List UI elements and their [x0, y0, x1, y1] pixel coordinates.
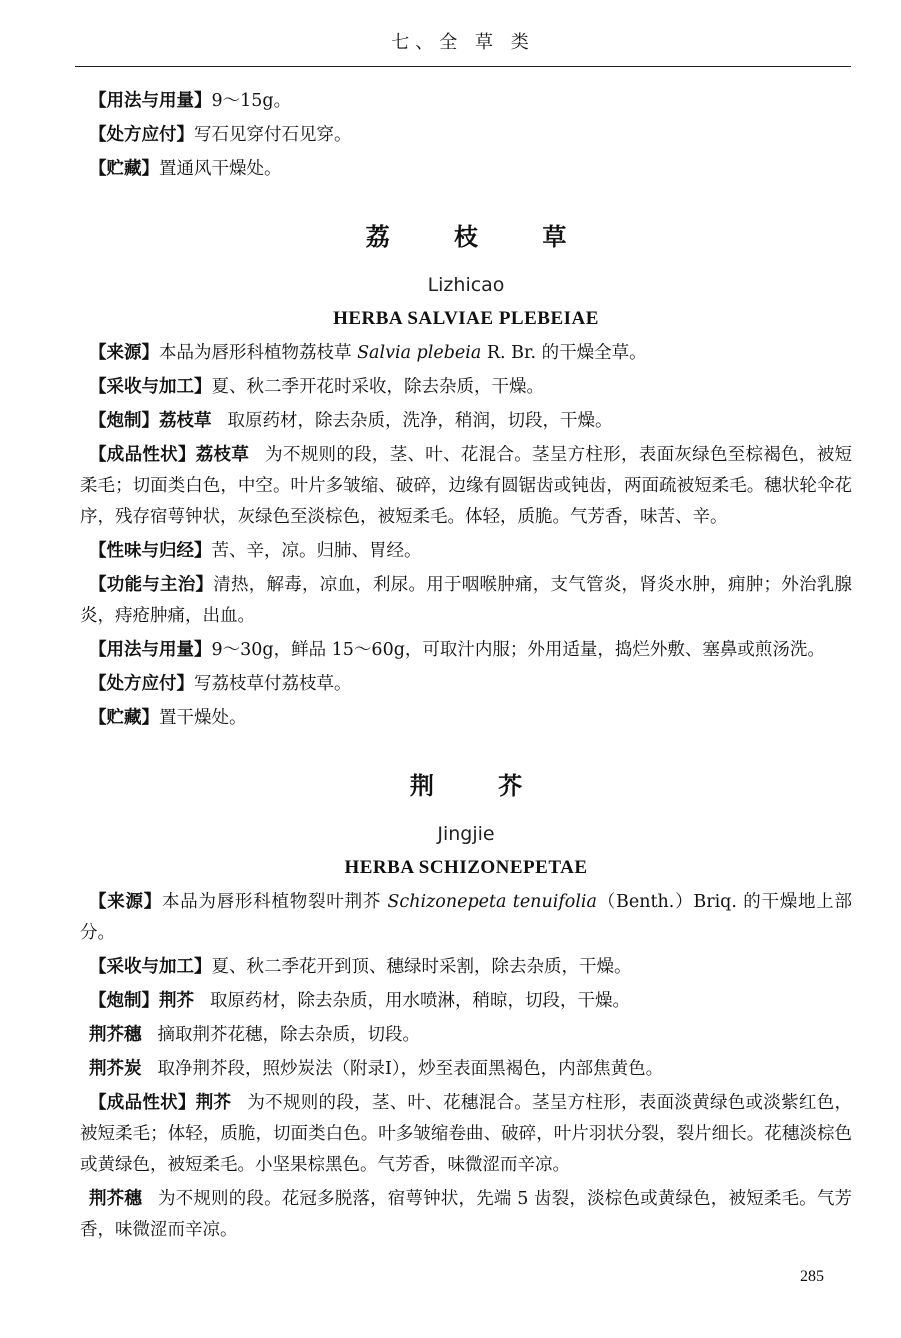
sublabel-spike: 荆芥穗	[89, 1025, 142, 1045]
text-process: 取原药材，除去杂质，洗净，稍润，切段，干燥。	[227, 411, 613, 431]
page-number: 285	[800, 1268, 824, 1285]
paragraph-harvest	[80, 952, 852, 983]
label-traits: 【成品性状】	[89, 1093, 196, 1113]
label-rx: 【处方应付】	[89, 674, 194, 694]
sublabel-charcoal: 荆芥炭	[89, 1059, 142, 1079]
paragraph-traits	[80, 440, 852, 533]
label-source: 【来源】	[89, 892, 163, 912]
paragraph-function	[80, 570, 852, 632]
paragraph-storage-prev	[80, 154, 852, 185]
paragraph-traits-spike	[80, 1184, 852, 1246]
herb-title-jingjie: 荆 芥	[409, 772, 551, 800]
sublabel-traits-spike: 荆芥穗	[89, 1189, 143, 1209]
herb-latin-jingjie: HERBA SCHIZONEPETAE	[344, 857, 588, 878]
text-storage: 置通风干燥处。	[159, 159, 282, 179]
text-traits: 为不规则的段，茎、叶、花混合。茎呈方柱形，表面灰绿色至棕褐色，被短柔毛；切面类白色，中空。叶片多皱缩、破碎，边缘有圆锯齿或钝齿，两面疏被短柔毛。穗状轮伞花序，残存宿萼钟状，灰绿色至淡棕色，被短柔毛。体轻，质脆。气芳香，味苦、辛。	[80, 445, 853, 527]
herb-title-lizhicao: 荔 枝 草	[365, 223, 595, 251]
text-charcoal: 取净荆芥段，照炒炭法（附录Ⅰ），炒至表面黑褐色，内部焦黄色。	[157, 1059, 664, 1079]
sublabel-traits: 荆芥	[195, 1093, 232, 1113]
text-harvest: 夏、秋二季开花时采收，除去杂质，干燥。	[211, 377, 544, 397]
header-rule	[75, 66, 851, 67]
herb-latin-lizhicao: HERBA SALVIAE PLEBEIAE	[333, 308, 599, 329]
label-harvest: 【采收与加工】	[89, 377, 212, 397]
paragraph-source	[80, 887, 852, 949]
paragraph-dosage	[80, 635, 852, 666]
text-spike: 摘取荆芥花穗，除去杂质，切段。	[157, 1025, 420, 1045]
label-harvest: 【采收与加工】	[89, 957, 212, 977]
text-traits-spike: 为不规则的段。花冠多脱落，宿萼钟状，先端 5 齿裂，淡棕色或黄绿色，被短柔毛。气芳香，味微涩而辛凉。	[80, 1189, 853, 1240]
species-name: Schizonepeta tenuifolia	[387, 892, 597, 912]
label-storage: 【贮藏】	[89, 708, 159, 728]
text-nature: 苦、辛，凉。归肺、胃经。	[211, 541, 422, 561]
sublabel-traits: 荔枝草	[195, 445, 250, 465]
paragraph-process	[80, 406, 852, 437]
label-process: 【炮制】	[89, 411, 159, 431]
text-source-pre: 本品为唇形科植物荔枝草	[159, 343, 358, 363]
paragraph-storage	[80, 703, 852, 734]
label-process: 【炮制】	[89, 991, 159, 1011]
label-dosage: 【用法与用量】	[89, 640, 212, 660]
text-harvest: 夏、秋二季花开到顶、穗绿时采割，除去杂质，干燥。	[211, 957, 632, 977]
text-process: 取原药材，除去杂质，用水喷淋，稍晾，切段，干燥。	[210, 991, 630, 1011]
paragraph-rx-prev	[80, 120, 852, 151]
text-rx: 写荔枝草付荔枝草。	[194, 674, 352, 694]
text-storage: 置干燥处。	[159, 708, 247, 728]
label-rx: 【处方应付】	[89, 125, 194, 145]
paragraph-source	[80, 338, 852, 369]
label-function: 【功能与主治】	[89, 575, 214, 595]
label-storage: 【贮藏】	[89, 159, 159, 179]
paragraph-spike	[80, 1020, 852, 1051]
label-dosage: 【用法与用量】	[89, 91, 212, 111]
text-source-post: （Benth.）Briq. 的干燥地上部分。	[80, 892, 853, 943]
text-source-pre: 本品为唇形科植物裂叶荆芥	[162, 892, 388, 912]
paragraph-dosage-prev	[80, 86, 852, 117]
text-rx: 写石见穿付石见穿。	[194, 125, 352, 145]
text-traits: 为不规则的段，茎、叶、花穗混合。茎呈方柱形，表面淡黄绿色或淡紫红色，被短柔毛；体轻，质脆，切面类白色。叶多皱缩卷曲、破碎，叶片羽状分裂，裂片细长。花穗淡棕色或黄绿色，被短柔毛。小坚果棕黑色。气芳香，味微涩而辛凉。	[80, 1093, 853, 1175]
sublabel-process: 荆芥	[159, 991, 194, 1011]
text-source-post: R. Br. 的干燥全草。	[481, 343, 647, 363]
herb-pinyin-jingjie: Jingjie	[437, 823, 495, 845]
paragraph-process	[80, 986, 852, 1017]
paragraph-rx	[80, 669, 852, 700]
paragraph-charcoal	[80, 1054, 852, 1085]
label-source: 【来源】	[89, 343, 159, 363]
herb-pinyin-lizhicao: Lizhicao	[427, 274, 505, 296]
text-dosage: 9～15g。	[211, 91, 292, 111]
text-dosage: 9～30g，鲜品 15～60g，可取汁内服；外用适量，捣烂外敷、塞鼻或煎汤洗。	[211, 640, 825, 660]
paragraph-harvest	[80, 372, 852, 403]
label-traits: 【成品性状】	[89, 445, 196, 465]
paragraph-nature	[80, 536, 852, 567]
species-name: Salvia plebeia	[357, 343, 482, 363]
page-header: 七、全 草 类	[391, 32, 535, 53]
page-content	[80, 86, 852, 1249]
text-function: 清热，解毒，凉血，利尿。用于咽喉肿痛，支气管炎，肾炎水肿，痈肿；外治乳腺炎，痔疮肿痛，出血。	[80, 575, 852, 626]
paragraph-traits	[80, 1088, 852, 1181]
sublabel-process: 荔枝草	[159, 411, 212, 431]
label-nature: 【性味与归经】	[89, 541, 212, 561]
